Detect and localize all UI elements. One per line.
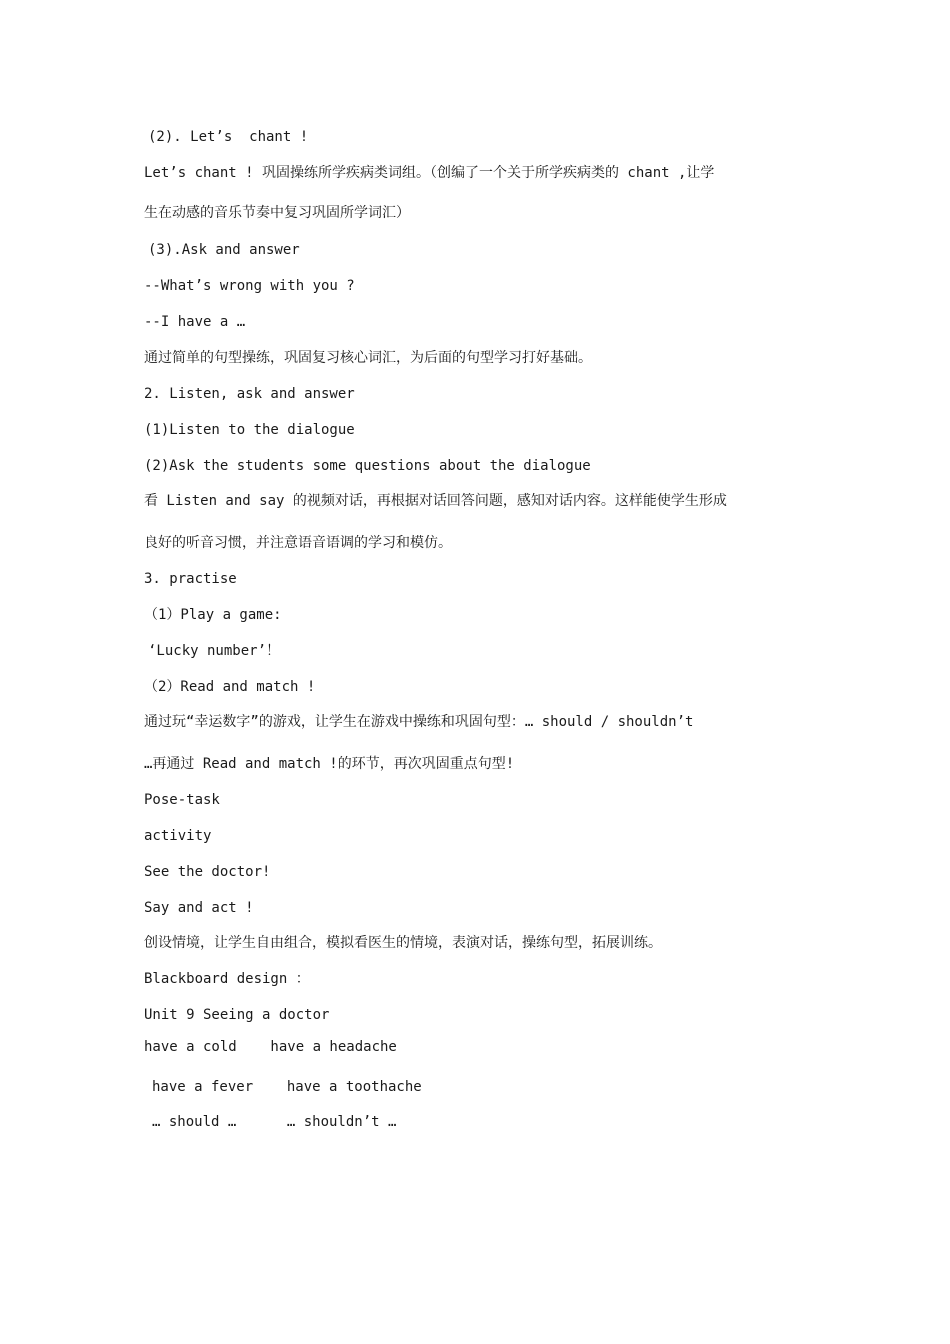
text-line: Pose-task <box>144 792 220 808</box>
text-line: See the doctor! <box>144 864 271 880</box>
text-line: 创设情境，让学生自由组合，模拟看医生的情境，表演对话，操练句型，拓展训练。 <box>144 935 662 951</box>
text-line: Say and act ! <box>144 900 254 916</box>
text-line: (2). Let’s chant ! <box>148 129 309 145</box>
text-line: …再通过 Read and match !的环节，再次巩固重点句型! <box>144 756 515 772</box>
text-line: (2)Ask the students some questions about the dialogue <box>144 458 591 474</box>
text-line: 通过玩“幸运数字”的游戏，让学生在游戏中操练和巩固句型：… should / shouldn’t <box>144 714 694 730</box>
text-line: 2. Listen, ask and answer <box>144 386 355 402</box>
text-line: (1)Listen to the dialogue <box>144 422 355 438</box>
text-line: Blackboard design ： <box>144 971 310 987</box>
text-line: 通过简单的句型操练，巩固复习核心词汇，为后面的句型学习打好基础。 <box>144 350 592 366</box>
text-line: ‘Lucky number’！ <box>148 643 281 659</box>
text-line: 生在动感的音乐节奏中复习巩固所学词汇） <box>144 205 410 221</box>
text-line: （1）Play a game: <box>144 607 282 623</box>
text-line: … should … … shouldn’t … <box>152 1114 397 1130</box>
text-line: (3).Ask and answer <box>148 242 300 258</box>
text-line: Let’s chant ! 巩固操练所学疾病类词组。（创编了一个关于所学疾病类的 chant ,让学 <box>144 165 715 181</box>
text-line: 良好的听音习惯，并注意语音语调的学习和模仿。 <box>144 535 452 551</box>
text-line: --I have a … <box>144 314 246 330</box>
text-line: have a fever have a toothache <box>152 1079 422 1095</box>
text-line: Unit 9 Seeing a doctor <box>144 1007 330 1023</box>
text-line: （2）Read and match ! <box>144 679 316 695</box>
text-line: have a cold have a headache <box>144 1039 397 1055</box>
text-line: 3. practise <box>144 571 237 587</box>
text-line: activity <box>144 828 212 844</box>
text-line: --What’s wrong with you ? <box>144 278 355 294</box>
text-line: 看 Listen and say 的视频对话，再根据对话回答问题，感知对话内容。这样能使学生形成 <box>144 493 727 509</box>
